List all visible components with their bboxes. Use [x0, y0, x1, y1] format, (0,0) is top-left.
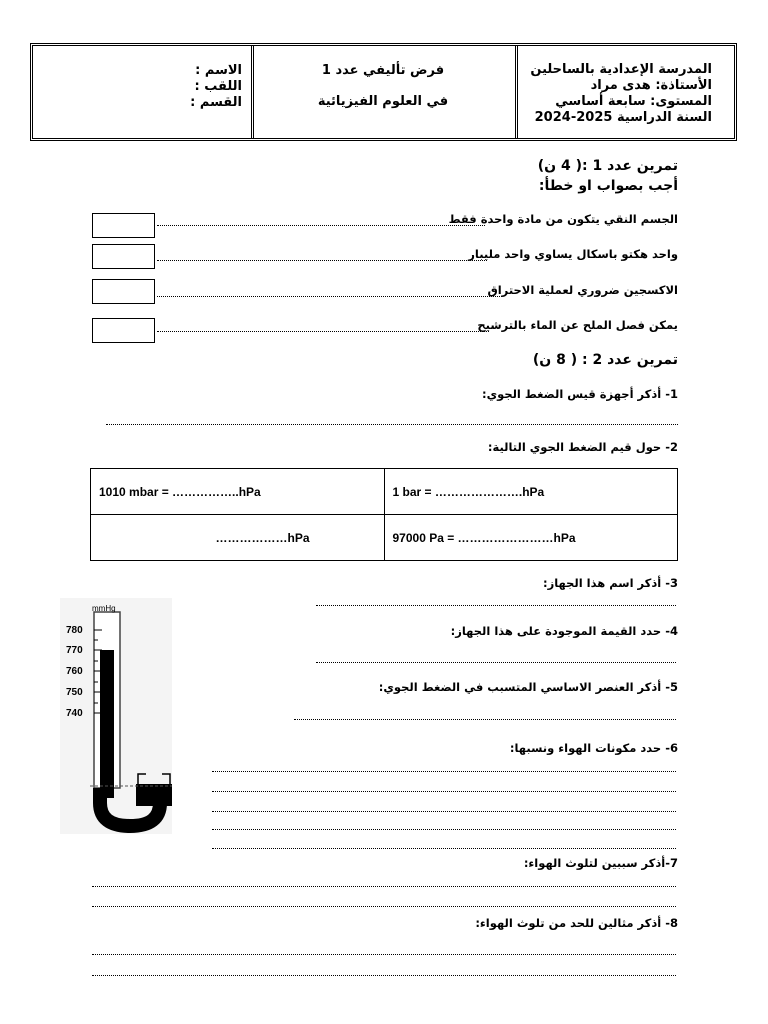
ex2-q6-line-4[interactable]	[212, 829, 676, 830]
ex2-q7-line-1[interactable]	[92, 886, 676, 887]
ex2-q6-line-1[interactable]	[212, 771, 676, 772]
name-label: الاسم :	[195, 63, 242, 78]
ex2-q4-answer-line[interactable]	[316, 662, 676, 663]
ex2-q8: 8- أذكر مثالين للحد من تلوث الهواء:	[475, 916, 678, 930]
barometer-unit-label: mmHg	[92, 604, 116, 613]
ex1-answer-box-1[interactable]	[92, 213, 155, 238]
mercury-column	[100, 650, 114, 798]
exercise1-instruction: أجب بصواب او خطأ:	[538, 178, 678, 194]
ex1-answer-box-2[interactable]	[92, 244, 155, 269]
tick-label-740: 740	[66, 708, 83, 719]
ex1-item-2: واحد هكتو باسكال يساوي واحد مليبار	[468, 247, 678, 261]
ex2-q1-answer-line[interactable]	[106, 424, 678, 425]
ex2-q7-line-2[interactable]	[92, 906, 676, 907]
conversion-cell-blank[interactable]: ………………hPa	[91, 515, 385, 561]
school-name: المدرسة الإعدادية بالساحلين	[530, 62, 712, 77]
exercise1-title: تمرين عدد 1 :( 4 ن)	[537, 158, 678, 174]
tick-label-760: 760	[66, 666, 83, 677]
ex2-q6: 6- حدد مكونات الهواء ونسبها:	[509, 741, 678, 755]
tick-label-750: 750	[66, 687, 83, 698]
ex2-q2: 2- حول قيم الضغط الجوي التالية:	[487, 440, 678, 454]
ex2-q6-line-2[interactable]	[212, 791, 676, 792]
ex1-answer-box-3[interactable]	[92, 279, 155, 304]
exercise2-title: تمرين عدد 2 : ( 8 ن)	[532, 352, 678, 368]
header-box	[30, 43, 737, 141]
mercury-reservoir	[136, 784, 172, 806]
tick-label-780: 780	[66, 625, 83, 636]
ex2-q1: 1- أذكر أجهزة قيس الضغط الجوي:	[481, 387, 678, 401]
ex2-q6-line-3[interactable]	[212, 811, 676, 812]
conversion-cell-97000pa[interactable]: 97000 Pa = ……………………hPa	[384, 515, 678, 561]
teacher-name: الأستاذة: هدى مراد	[590, 78, 712, 93]
ex1-answer-box-4[interactable]	[92, 318, 155, 343]
school-info	[530, 62, 712, 126]
ex1-item-3: الاكسجين ضروري لعملية الاحتراق	[487, 283, 678, 297]
ex1-item-1: الجسم النقي يتكون من مادة واحدة فقط	[448, 212, 678, 226]
header-divider-left	[251, 46, 254, 138]
ex2-q5: 5- أذكر العنصر الاساسي المتسبب في الضغط الجوي:	[378, 680, 678, 694]
surname-label: اللقب :	[194, 79, 242, 94]
class-level: المستوى: سابعة أساسي	[555, 94, 712, 109]
tick-label-770: 770	[66, 645, 83, 656]
ex2-q3: 3- أذكر اسم هذا الجهاز:	[543, 576, 678, 590]
ex2-q8-line-2[interactable]	[92, 975, 676, 976]
ex2-q7: 7-أذكر سببين لتلوث الهواء:	[523, 856, 678, 870]
conversion-cell-1010mbar[interactable]: 1010 mbar = ……………..hPa	[91, 469, 385, 515]
conversion-cell-1bar[interactable]: 1 bar = ………………….hPa	[384, 469, 678, 515]
reservoir-opening	[138, 774, 170, 784]
ex2-q3-answer-line[interactable]	[316, 605, 676, 606]
ex1-item-1-dots	[157, 225, 485, 226]
ex1-item-2-dots	[157, 260, 487, 261]
ex2-q4: 4- حدد القيمة الموجودة على هذا الجهاز:	[450, 624, 678, 638]
ex2-q5-answer-line[interactable]	[294, 719, 676, 720]
test-subject: في العلوم الفيزيائية	[317, 94, 449, 109]
student-fields	[190, 63, 242, 111]
ex2-q6-line-5[interactable]	[212, 848, 676, 849]
header-divider-right	[515, 46, 518, 138]
test-title: فرض تأليفي عدد 1	[321, 63, 445, 78]
class-label: القسم :	[190, 95, 242, 110]
conversion-table	[90, 468, 678, 561]
school-year: السنة الدراسية 2025-2024	[534, 110, 712, 125]
ex1-item-3-dots	[157, 296, 502, 297]
ex1-item-4: يمكن فصل الملح عن الماء بالترشيح	[477, 318, 678, 332]
ex2-q8-line-1[interactable]	[92, 954, 676, 955]
barometer-figure	[60, 598, 172, 834]
ex1-item-4-dots	[157, 331, 489, 332]
